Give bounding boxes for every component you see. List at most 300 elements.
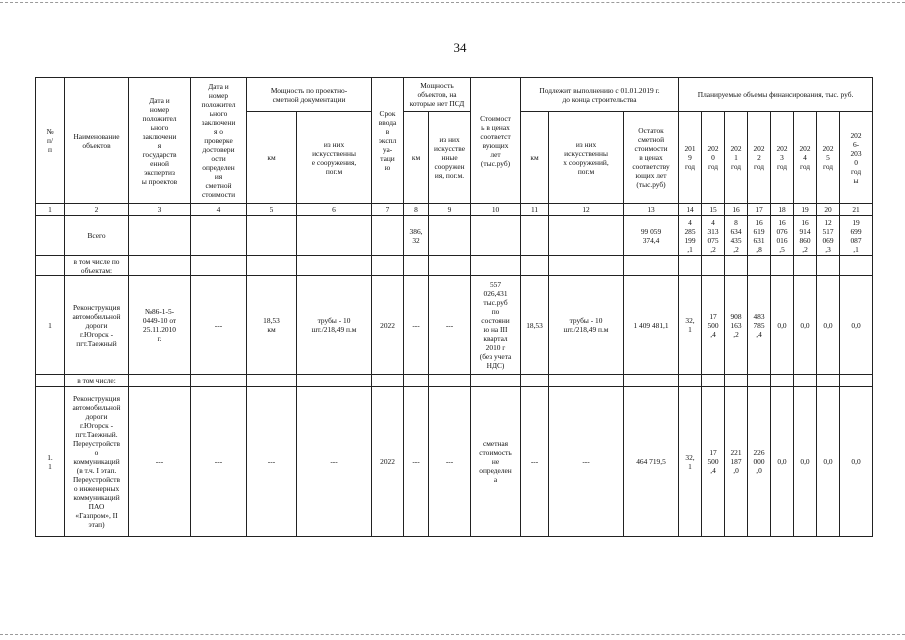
col-expertise-header bbox=[129, 78, 191, 204]
cell-line: ввода bbox=[378, 118, 397, 127]
obj1-check: --- bbox=[191, 276, 247, 375]
podlezhit-header bbox=[521, 78, 679, 112]
cell-line: номер bbox=[149, 104, 170, 114]
cell-line: год bbox=[850, 166, 862, 176]
cell-line: сооружен bbox=[434, 162, 465, 171]
cell-line: о инженерных bbox=[73, 484, 120, 493]
cell-line: 0,0 bbox=[851, 320, 861, 330]
cell-line: в ценах bbox=[639, 153, 663, 162]
obj11-name bbox=[65, 387, 129, 537]
year-2023-header bbox=[771, 112, 794, 204]
cell-line: сметной документации bbox=[272, 94, 346, 104]
cell-line: а bbox=[493, 475, 498, 484]
obj1-2022 bbox=[748, 276, 771, 375]
km-podl-header: км bbox=[521, 112, 549, 204]
financing-table bbox=[35, 77, 873, 537]
col-name-header: Наименование объектов bbox=[65, 78, 129, 204]
total-2021 bbox=[725, 216, 748, 256]
cell-line: 0 bbox=[854, 157, 858, 167]
total-2026-2030 bbox=[840, 216, 873, 256]
cell-line: год bbox=[730, 162, 742, 171]
cell-line: 202 bbox=[850, 130, 862, 140]
cell-line: енной bbox=[150, 158, 169, 168]
obj11-2025 bbox=[817, 387, 840, 537]
cell-line: из них bbox=[323, 139, 345, 149]
cell-line: о bbox=[94, 448, 99, 457]
cell-line: 9 bbox=[688, 153, 692, 162]
cell-line: я о bbox=[214, 127, 223, 136]
obj11-check: --- bbox=[191, 387, 247, 537]
cell-line: (тыс.руб) bbox=[636, 180, 666, 189]
cell-line: год bbox=[822, 162, 834, 171]
plan-header: Планируемые объемы финансирования, тыс. руб. bbox=[679, 78, 873, 112]
scan-bottom-edge bbox=[0, 634, 905, 635]
total-label: Всего bbox=[65, 216, 129, 256]
page-number: 34 bbox=[453, 40, 467, 55]
cell-line: 619 bbox=[753, 226, 765, 236]
cell-line: 25.11.2010 bbox=[143, 325, 176, 334]
cell-line: НДС) bbox=[486, 361, 505, 370]
cell-line: стоимость bbox=[479, 448, 512, 457]
cell-line: 076 bbox=[776, 226, 788, 236]
obj11-ostatok: 464 719,5 bbox=[624, 387, 679, 537]
cell-line: 17 bbox=[709, 448, 717, 457]
obj11-km-podl: --- bbox=[521, 387, 549, 537]
cell-line: 16 bbox=[801, 217, 809, 227]
year-2025-header bbox=[817, 112, 840, 204]
cell-line: 634 bbox=[730, 226, 742, 236]
cell-line: 860 bbox=[799, 235, 811, 245]
cell-line: (тыс.руб) bbox=[480, 158, 511, 168]
cell-line: стоимости bbox=[634, 144, 668, 153]
obj1-km-podl: 18,53 bbox=[521, 276, 549, 375]
cell-line: 163 bbox=[730, 320, 742, 330]
cell-line: № bbox=[46, 127, 54, 136]
cell-line: объектам: bbox=[80, 265, 113, 275]
cell-line: определен bbox=[202, 163, 235, 172]
col-num: 2 bbox=[65, 204, 129, 216]
cell-line: 0,0 bbox=[823, 320, 833, 330]
cell-line: заключени bbox=[142, 131, 177, 141]
km-nopsd-header: км bbox=[404, 112, 429, 204]
col-num: 14 bbox=[679, 204, 702, 216]
cell-line: стоимости bbox=[201, 190, 236, 199]
cell-line: г.Югорск - bbox=[79, 421, 114, 430]
cell-line: 914 bbox=[799, 226, 811, 236]
cell-line: вующих bbox=[482, 140, 509, 150]
obj11-2020 bbox=[702, 387, 725, 537]
cell-line: таци bbox=[380, 154, 395, 163]
cell-line: п/ bbox=[46, 136, 53, 145]
total-2023 bbox=[771, 216, 794, 256]
cell-line: 203 bbox=[850, 148, 862, 158]
ostatok-header bbox=[624, 112, 679, 204]
cell-line: ы bbox=[853, 175, 859, 185]
obj1-art-psd bbox=[297, 276, 372, 375]
obj1-number: 1 bbox=[36, 276, 65, 375]
obj11-2023 bbox=[771, 387, 794, 537]
obj11-km-psd: --- bbox=[247, 387, 297, 537]
cell-line: трубы - 10 bbox=[569, 316, 603, 325]
cell-line: 1 bbox=[734, 153, 738, 162]
cell-line: Срок bbox=[379, 109, 396, 118]
obj1-expertise bbox=[129, 276, 191, 375]
cell-line: ,4 bbox=[756, 329, 762, 339]
cell-line: (в т.ч. I этап. bbox=[76, 466, 117, 475]
col-num: 21 bbox=[840, 204, 873, 216]
header-row-1 bbox=[36, 78, 873, 112]
obj11-2021 bbox=[725, 387, 748, 537]
cell-line: 199 bbox=[684, 235, 696, 245]
obj11-art-psd: --- bbox=[297, 387, 372, 537]
col-num: 17 bbox=[748, 204, 771, 216]
power-nopsd-header bbox=[404, 78, 471, 112]
year-2020-header bbox=[702, 112, 725, 204]
col-number-header bbox=[36, 78, 65, 204]
cell-line: (без учета bbox=[479, 352, 512, 361]
cell-line: год bbox=[799, 162, 811, 171]
cell-line: 435 bbox=[730, 235, 742, 245]
col-num: 7 bbox=[372, 204, 404, 216]
obj11-number bbox=[36, 387, 65, 537]
cell-line: ,4 bbox=[710, 466, 716, 475]
obj1-srok: 2022 bbox=[372, 276, 404, 375]
cell-line: государств bbox=[142, 149, 177, 159]
cell-line: положител bbox=[201, 100, 236, 109]
obj1-2024 bbox=[794, 276, 817, 375]
cell-line: ,0 bbox=[756, 466, 762, 475]
cell-line: тыс.руб bbox=[483, 298, 508, 307]
cell-line: №86-1-5- bbox=[144, 307, 175, 316]
cell-line: 483 bbox=[753, 311, 765, 321]
cell-line: г.Югорск - bbox=[79, 329, 114, 339]
cell-line: 221 bbox=[730, 448, 742, 457]
cell-line: 32, bbox=[685, 452, 695, 462]
obj1-stoimost bbox=[471, 276, 521, 375]
cell-line: 087 bbox=[850, 235, 862, 245]
cell-line: 000 bbox=[753, 457, 765, 466]
subheader-including-label: в том числе: bbox=[65, 375, 129, 387]
cell-line: 4 bbox=[803, 153, 807, 162]
cell-line: Реконструкция bbox=[73, 394, 120, 403]
cell-line: квартал bbox=[483, 334, 508, 343]
cell-line: 0,0 bbox=[823, 457, 833, 466]
cell-line: 0 bbox=[711, 153, 715, 162]
cell-line: ,8 bbox=[756, 244, 762, 254]
obj1-2020 bbox=[702, 276, 725, 375]
cell-line: нные bbox=[441, 153, 458, 162]
cell-line: 2 bbox=[757, 153, 761, 162]
cell-line: Дата и bbox=[149, 95, 170, 105]
col-stoimost-header bbox=[471, 78, 521, 204]
cell-line: я bbox=[157, 140, 162, 150]
cell-line: сметной bbox=[637, 135, 665, 144]
cell-line: 500 bbox=[707, 320, 719, 330]
cell-line: экспл bbox=[378, 136, 397, 145]
col-num: 8 bbox=[404, 204, 429, 216]
cell-line: год bbox=[776, 162, 788, 171]
cell-line: 17 bbox=[709, 311, 717, 321]
cell-line: 8 bbox=[734, 217, 738, 227]
cell-line: в bbox=[385, 127, 390, 136]
cell-line: соответству bbox=[632, 162, 670, 171]
cell-line: е сооружения, bbox=[311, 157, 357, 167]
cell-line: состояни bbox=[481, 316, 510, 325]
cell-line: 6- bbox=[852, 139, 860, 149]
total-row bbox=[36, 216, 873, 256]
cell-line: 699 bbox=[850, 226, 862, 236]
cell-line: ,2 bbox=[733, 244, 739, 254]
cell-line: объектов, на bbox=[417, 90, 457, 99]
cell-line: пог.м bbox=[577, 166, 595, 176]
cell-line: 374,4 bbox=[642, 235, 660, 245]
cell-line: 16 bbox=[778, 217, 786, 227]
cell-line: г. bbox=[157, 334, 162, 343]
cell-line: лет bbox=[490, 149, 501, 159]
cell-line: коммуникаций bbox=[73, 493, 120, 502]
cell-line: ия bbox=[214, 172, 223, 181]
cell-line: ьного bbox=[150, 122, 169, 132]
cell-line: ,3 bbox=[825, 244, 831, 254]
cell-line: ,4 bbox=[710, 329, 716, 339]
cell-line: заключени bbox=[201, 118, 236, 127]
obj1-name bbox=[65, 276, 129, 375]
cell-line: 99 059 bbox=[640, 226, 662, 236]
cell-line: год bbox=[684, 162, 696, 171]
cell-line: 557 bbox=[489, 280, 502, 289]
year-2024-header bbox=[794, 112, 817, 204]
cell-line: ПАО bbox=[88, 502, 105, 511]
cell-line: ,0 bbox=[733, 466, 739, 475]
cell-line: ь в ценах bbox=[481, 122, 510, 132]
obj11-2019 bbox=[679, 387, 702, 537]
cell-line: х сооружений, bbox=[563, 157, 609, 167]
cell-line: положител bbox=[142, 113, 177, 123]
obj11-stoimost bbox=[471, 387, 521, 537]
cell-line: автомобильной bbox=[72, 403, 121, 412]
cell-line: искусственны bbox=[312, 148, 356, 158]
obj1-km-nopsd: --- bbox=[404, 276, 429, 375]
total-2024 bbox=[794, 216, 817, 256]
obj11-2024 bbox=[794, 387, 817, 537]
cell-line: 201 bbox=[684, 144, 696, 153]
cell-line: искусственны bbox=[564, 148, 608, 158]
obj11-srok: 2022 bbox=[372, 387, 404, 537]
cell-line: 202 bbox=[730, 144, 742, 153]
obj1-2019 bbox=[679, 276, 702, 375]
cell-line: Переустройств bbox=[72, 475, 121, 484]
cell-line: 069 bbox=[822, 235, 834, 245]
obj1-art-nopsd: --- bbox=[429, 276, 471, 375]
cell-line: ,2 bbox=[710, 244, 716, 254]
art-psd-header bbox=[297, 112, 372, 204]
cell-line: Мощность по проектно- bbox=[270, 85, 348, 95]
cell-line: в том числе по bbox=[73, 256, 120, 266]
cell-line: искусстве bbox=[434, 144, 465, 153]
cell-line: по bbox=[491, 307, 500, 316]
cell-line: 202 bbox=[753, 144, 765, 153]
cell-line: которые нет ПСД bbox=[409, 99, 465, 108]
cell-line: 386, bbox=[409, 226, 423, 236]
cell-line: сметной bbox=[205, 181, 232, 190]
cell-line: определен bbox=[479, 466, 512, 475]
cell-line: до конца строительства bbox=[562, 94, 637, 104]
col-num: 6 bbox=[297, 204, 372, 216]
obj11-2026-2030 bbox=[840, 387, 873, 537]
cell-line: 1 bbox=[48, 461, 52, 471]
cell-line: ия, пог.м. bbox=[434, 171, 465, 180]
cell-line: пог.м bbox=[325, 166, 343, 176]
power-psd-header bbox=[247, 78, 372, 112]
total-2022 bbox=[748, 216, 771, 256]
col-num: 15 bbox=[702, 204, 725, 216]
col-num: 3 bbox=[129, 204, 191, 216]
total-2025 bbox=[817, 216, 840, 256]
total-2019 bbox=[679, 216, 702, 256]
cell-line: экспертиз bbox=[144, 167, 175, 177]
cell-line: достовери bbox=[202, 145, 235, 154]
cell-line: 1 bbox=[688, 325, 692, 334]
cell-line: 016 bbox=[776, 235, 788, 245]
cell-line: п bbox=[48, 145, 52, 154]
obj11-2022 bbox=[748, 387, 771, 537]
cell-line: 631 bbox=[753, 235, 765, 245]
cell-line: 226 bbox=[753, 448, 765, 457]
obj11-km-nopsd: --- bbox=[404, 387, 429, 537]
col-num: 5 bbox=[247, 204, 297, 216]
col-num: 20 bbox=[817, 204, 840, 216]
cell-line: Остаток bbox=[638, 126, 664, 135]
cell-line: шт./218,49 п.м bbox=[311, 325, 357, 334]
cell-line: 0,0 bbox=[800, 320, 810, 330]
cell-line: номер bbox=[208, 91, 229, 100]
subheader-objects-label bbox=[65, 256, 129, 276]
cell-line: 0,0 bbox=[800, 457, 810, 466]
cell-line: 19 bbox=[852, 217, 860, 227]
obj11-expertise: --- bbox=[129, 387, 191, 537]
cell-line: пгт.Таежный. bbox=[75, 430, 118, 439]
subheader-row-including bbox=[36, 375, 873, 387]
cell-line: не bbox=[491, 457, 500, 466]
art-nopsd-header bbox=[429, 112, 471, 204]
cell-line: ьного bbox=[209, 109, 228, 118]
cell-line: 202 bbox=[799, 144, 811, 153]
cell-line: 202 bbox=[822, 144, 834, 153]
total-ostatok bbox=[624, 216, 679, 256]
cell-line: 4 bbox=[711, 217, 715, 227]
col-num: 11 bbox=[521, 204, 549, 216]
cell-line: сметная bbox=[482, 439, 509, 448]
col-num: 10 bbox=[471, 204, 521, 216]
cell-line: 4 bbox=[688, 217, 692, 227]
cell-line: 908 bbox=[730, 311, 742, 321]
cell-line: 1. bbox=[47, 452, 53, 462]
cell-line: 0449-10 от bbox=[142, 316, 177, 325]
col-num: 9 bbox=[429, 204, 471, 216]
cell-line: 1 bbox=[688, 461, 692, 471]
col-num: 1 bbox=[36, 204, 65, 216]
cell-line: 517 bbox=[822, 226, 834, 236]
col-num: 18 bbox=[771, 204, 794, 216]
cell-line: 2010 г bbox=[485, 343, 506, 352]
cell-line: 16 bbox=[755, 217, 763, 227]
cell-line: из них bbox=[439, 135, 460, 144]
cell-line: 313 bbox=[707, 226, 719, 236]
cell-line: Стоимост bbox=[480, 113, 511, 123]
cell-line: 3 bbox=[780, 153, 784, 162]
cell-line: ,1 bbox=[853, 244, 859, 254]
cell-line: 5 bbox=[826, 153, 830, 162]
obj1-2023 bbox=[771, 276, 794, 375]
cell-line: автомобильной bbox=[72, 311, 121, 321]
col-check-header bbox=[191, 78, 247, 204]
scan-top-edge bbox=[0, 2, 905, 3]
cell-line: 0,0 bbox=[777, 320, 787, 330]
col-num: 16 bbox=[725, 204, 748, 216]
cell-line: ости bbox=[211, 154, 226, 163]
cell-line: 202 bbox=[707, 144, 719, 153]
cell-line: шт./218,49 п.м bbox=[563, 325, 609, 334]
cell-line: Реконструкция bbox=[73, 302, 120, 312]
obj1-art-podl bbox=[549, 276, 624, 375]
cell-line: ,5 bbox=[779, 244, 785, 254]
cell-line: дороги bbox=[85, 412, 108, 421]
obj1-2026-2030 bbox=[840, 276, 873, 375]
art-podl-header bbox=[549, 112, 624, 204]
cell-line: 32 bbox=[412, 235, 420, 245]
table-row-object-1 bbox=[36, 276, 873, 375]
km-psd-header: км bbox=[247, 112, 297, 204]
obj1-km-psd bbox=[247, 276, 297, 375]
cell-line: ю на III bbox=[483, 325, 508, 334]
cell-line: год bbox=[707, 162, 719, 171]
cell-line: ,1 bbox=[687, 244, 693, 254]
subheader-row-objects bbox=[36, 256, 873, 276]
cell-line: проверке bbox=[204, 136, 233, 145]
obj1-2025 bbox=[817, 276, 840, 375]
cell-line: пгт.Таежный bbox=[76, 338, 117, 348]
cell-line: Подлежит выполнению с 01.01.2019 г. bbox=[539, 85, 660, 95]
total-2020 bbox=[702, 216, 725, 256]
cell-line: Дата и bbox=[208, 82, 229, 91]
year-2026-2030-header bbox=[840, 112, 873, 204]
obj11-art-nopsd: --- bbox=[429, 387, 471, 537]
col-num: 19 bbox=[794, 204, 817, 216]
cell-line: «Газпром», II bbox=[75, 511, 118, 520]
cell-line: 500 bbox=[707, 457, 719, 466]
cell-line: 075 bbox=[707, 235, 719, 245]
year-2021-header bbox=[725, 112, 748, 204]
cell-line: 202 bbox=[776, 144, 788, 153]
cell-line: ы проектов bbox=[141, 176, 178, 186]
cell-line: 0,0 bbox=[777, 457, 787, 466]
cell-line: соответст bbox=[480, 131, 511, 141]
cell-line: 0,0 bbox=[851, 457, 861, 466]
cell-line: 026,431 bbox=[483, 289, 508, 298]
cell-line: Переустройств bbox=[72, 439, 121, 448]
cell-line: 285 bbox=[684, 226, 696, 236]
cell-line: Мощность bbox=[420, 81, 454, 90]
cell-line: ющих лет bbox=[635, 171, 667, 180]
cell-line: 32, bbox=[685, 316, 695, 325]
cell-line: год bbox=[753, 162, 765, 171]
cell-line: 12 bbox=[824, 217, 832, 227]
obj1-ostatok: 1 409 481,1 bbox=[624, 276, 679, 375]
cell-line: 18,53 bbox=[263, 316, 280, 325]
obj11-art-podl: --- bbox=[549, 387, 624, 537]
col-num: 4 bbox=[191, 204, 247, 216]
column-numbers-row bbox=[36, 204, 873, 216]
